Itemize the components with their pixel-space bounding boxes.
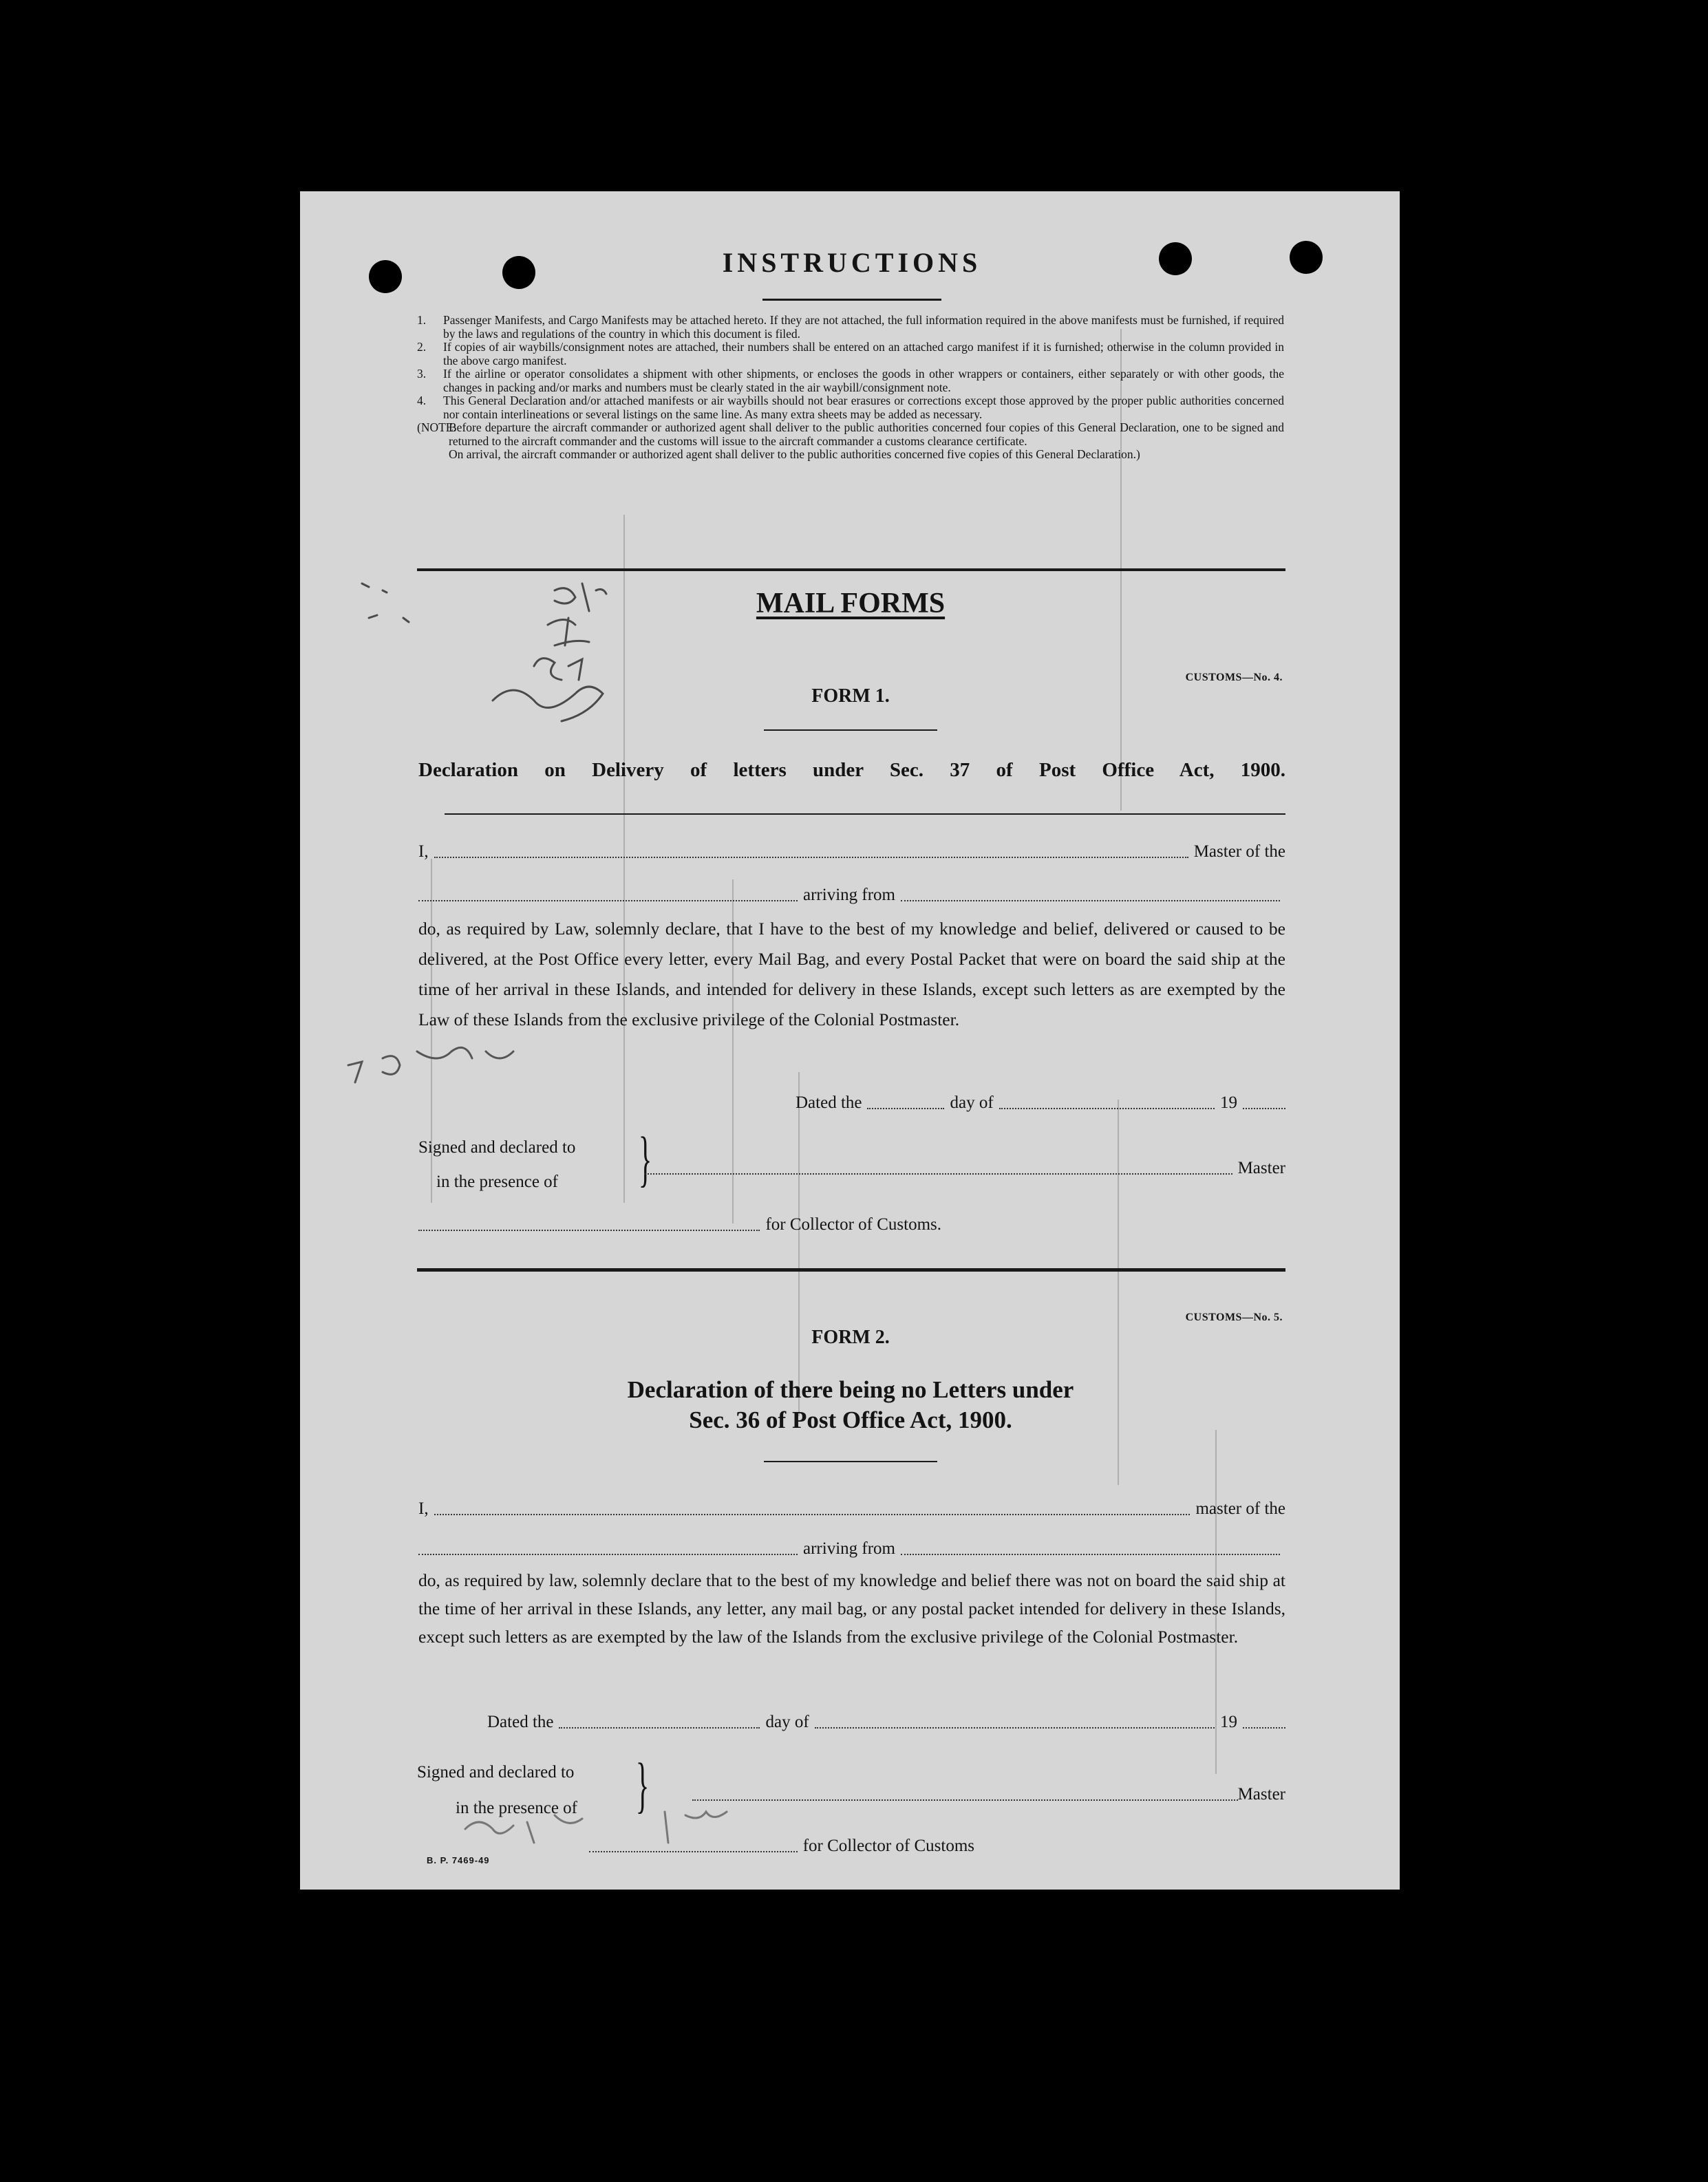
form2-customs-number: CUSTOMS—No. 5.	[1185, 1312, 1283, 1323]
form1-customs-number: CUSTOMS—No. 4.	[1185, 672, 1283, 683]
instruction-note: (NOTE: Before departure the aircraft commander or authorized agent shall deliver to the public authorities concerned four copies of this General Declaration, one to be signed and returned to the aircraft commander and the customs will issue to the aircraft commander a customs clearance certificate.	[417, 420, 1284, 448]
form2-day-field[interactable]	[559, 1727, 760, 1729]
form2-heading-line-1: Declaration of there being no Letters under	[627, 1376, 1074, 1403]
print-code: B. P. 7469-49	[427, 1855, 490, 1865]
form1-presence-label: in the presence of	[436, 1173, 559, 1191]
form2-collector-signature-field[interactable]	[589, 1851, 798, 1852]
mail-forms-title: MAIL FORMS	[756, 588, 946, 619]
form2-arriving-from-field[interactable]	[901, 1554, 1280, 1555]
form1-year-label: 19	[1220, 1093, 1237, 1112]
instructions-list	[417, 314, 1284, 462]
form1-master-line	[418, 842, 1285, 862]
form1-master-signature-field[interactable]	[644, 1173, 1232, 1175]
handwritten-annotation-form2	[458, 1801, 747, 1850]
form1-master-label: Master	[1237, 1159, 1285, 1177]
form2-year-field[interactable]	[1243, 1727, 1285, 1729]
form1-month-field[interactable]	[999, 1108, 1215, 1109]
form2-presence-label: in the presence of	[456, 1799, 578, 1817]
document-page	[300, 191, 1400, 1890]
form2-declaration-heading	[506, 1375, 1195, 1435]
form2-title: FORM 2.	[811, 1327, 890, 1348]
handwritten-annotation-margin	[341, 1038, 534, 1100]
form1-title: FORM 1.	[811, 685, 890, 707]
form1-signed-label: Signed and declared to	[418, 1138, 576, 1157]
form1-master-name-field[interactable]	[434, 857, 1188, 858]
form2-day-of-label: day of	[765, 1713, 809, 1731]
form1-arriving-label: arriving from	[803, 886, 895, 904]
instruction-item: 2. If copies of air waybills/consignment notes are attached, their numbers shall be entered on an attached cargo manifest if it is furnished; otherwise in the column provided in the above cargo manifest.	[417, 340, 1284, 367]
form2-master-of-label: master of the	[1195, 1499, 1285, 1518]
instructions-title: INSTRUCTIONS	[722, 247, 982, 278]
form1-arriving-line	[418, 885, 1285, 906]
form2-signed-label: Signed and declared to	[417, 1763, 575, 1782]
form2-date-line	[487, 1712, 1285, 1733]
form1-collector-label: for Collector of Customs.	[765, 1215, 941, 1234]
form2-arriving-line	[418, 1539, 1285, 1559]
punch-hole-right-1	[1159, 242, 1192, 275]
form1-master-of-label: Master of the	[1193, 842, 1285, 861]
form2-i-label: I,	[418, 1499, 429, 1518]
form2-master-name-field[interactable]	[434, 1514, 1191, 1515]
form1-arriving-from-field[interactable]	[901, 900, 1280, 901]
form1-year-field[interactable]	[1243, 1108, 1285, 1109]
form1-day-field[interactable]	[867, 1108, 944, 1109]
form2-dated-label: Dated the	[487, 1713, 554, 1731]
form2-arriving-label: arriving from	[803, 1539, 895, 1558]
form2-master-line	[418, 1499, 1285, 1519]
form1-collector-signature-field[interactable]	[418, 1230, 760, 1231]
instruction-note-2: On arrival, the aircraft commander or authorized agent shall deliver to the public authorities concerned five copies of this General Declaration.)	[449, 447, 1140, 461]
form1-brace: }	[638, 1125, 652, 1193]
form2-year-label: 19	[1220, 1713, 1237, 1731]
handwritten-annotation-form1	[341, 577, 630, 756]
form2-master-label: Master	[1237, 1785, 1285, 1804]
form1-dated-label: Dated the	[796, 1093, 862, 1112]
form1-declaration-heading: Declaration on Delivery of letters under Sec. 37 of Post Office Act, 1900.	[418, 759, 1285, 781]
form2-brace: }	[635, 1751, 650, 1819]
form2-master-signature-field[interactable]	[692, 1799, 1238, 1801]
form1-body: do, as required by Law, solemnly declare, that I have to the best of my knowledge and belief, delivered or caused to be delivered, at the Post Office every letter, every Mail Bag, and every Postal Packet that were on board the said ship at the time of her arrival in these Islands, and intended for delivery in these Islands, except such letters as are exempted by the Law of these Islands from the exclusive privilege of the Colonial Postmaster.	[418, 919, 1285, 1029]
form1-date-line	[796, 1093, 1285, 1113]
form2-ship-name-field[interactable]	[418, 1554, 798, 1555]
form1-master-sign-line	[644, 1158, 1285, 1179]
punch-hole-left-1	[369, 260, 402, 293]
form2-collector-label: for Collector of Customs	[802, 1837, 974, 1855]
form1-signed-block	[418, 1131, 575, 1199]
instruction-item: 1. Passenger Manifests, and Cargo Manifests may be attached hereto. If they are not attached, the full information required in the above manifests must be furnished, if required by the laws and regulations of the country in which this document is filed.	[417, 313, 1284, 341]
form1-ship-name-field[interactable]	[418, 900, 798, 901]
form2-month-field[interactable]	[815, 1727, 1215, 1729]
form1-i-label: I,	[418, 842, 429, 861]
form2-heading-line-2: Sec. 36 of Post Office Act, 1900.	[689, 1406, 1012, 1433]
form2-master-sign-line	[692, 1784, 1285, 1805]
instruction-item: 4. This General Declaration and/or attached manifests or air waybills should not bear erasures or corrections except those approved by the proper public authorities concerned nor contain interlineations or several listings on the same line. As many extra sheets may be added as necessary.	[417, 394, 1284, 421]
form1-collector-line	[418, 1215, 941, 1235]
instruction-item: 3. If the airline or operator consolidates a shipment with other shipments, or encloses the goods in other wrappers or containers, either separately or with other goods, the changes in packing and/or marks and numbers must be clearly stated in the air waybill/consignment note.	[417, 367, 1284, 394]
punch-hole-left-2	[502, 256, 535, 289]
punch-hole-right-2	[1290, 241, 1323, 274]
form2-body: do, as required by law, solemnly declare that to the best of my knowledge and belief there was not on board the said ship at the time of her arrival in these Islands, any letter, any mail bag, or any postal packet intended for delivery in these Islands, except such letters as are exempted by the law of the Islands from the exclusive privilege of the Colonial Postmaster.	[418, 1570, 1285, 1647]
form1-day-of-label: day of	[950, 1093, 994, 1112]
